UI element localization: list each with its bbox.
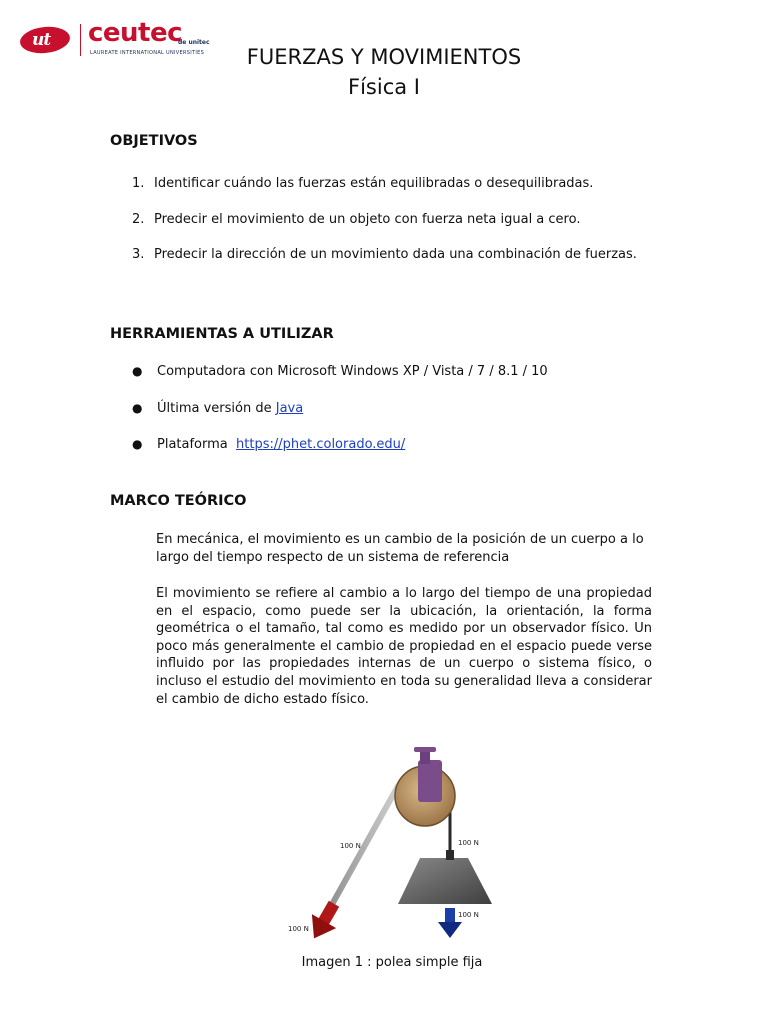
force-label: 100 N [458, 839, 479, 847]
weight-hook [446, 850, 454, 860]
herramienta-item [132, 401, 303, 416]
figure-caption: Imagen 1 : polea simple fija [301, 955, 483, 970]
herramienta-item [132, 364, 548, 379]
force-label: 100 N [458, 911, 479, 919]
logo-brand: ceutec [88, 18, 183, 48]
marco-paragraph-2: El movimiento se refiere al cambio a lo largo del tiempo de una propiedad en el espacio, como puede ser la ubicación, la orientación, la forma geométrica o el tamaño, tal como es medido por un observador físico. Un poco más generalmente el cambio de propiedad en el espacio puede verse influido por las propiedades internas de un cuerpo o sistema físico, o incluso el estudio del movimiento en toda su generalidad lleva a considerar el cambio de dicho estado físico. [156, 586, 652, 707]
document-title: FUERZAS Y MOVIMIENTOS [246, 45, 522, 69]
list-number: 2. [132, 212, 145, 227]
heading-objetivos: OBJETIVOS [110, 133, 198, 149]
bullet-icon: ● [132, 437, 143, 451]
force-label: 100 N [340, 842, 361, 850]
objetivo-item [132, 212, 580, 227]
herramienta-text: Computadora con Microsoft Windows XP / Vista / 7 / 8.1 / 10 [157, 364, 548, 379]
ut-logo-text: ut [32, 30, 51, 50]
objetivo-text: Predecir la dirección de un movimiento dada una combinación de fuerzas. [154, 247, 637, 262]
heading-marco-teorico: MARCO TEÓRICO [110, 493, 247, 509]
pulley-bracket [418, 760, 442, 802]
pulley-mount-top [414, 747, 436, 752]
bullet-icon: ● [132, 401, 143, 415]
force-label: 100 N [288, 925, 309, 933]
phet-link[interactable]: https://phet.colorado.edu/ [236, 437, 406, 452]
logo-sub: de unitec [178, 39, 210, 46]
objetivo-item [132, 247, 637, 262]
herramienta-text: Última versión de [157, 401, 276, 416]
objetivo-item [132, 176, 593, 191]
logo-tagline: LAUREATE INTERNATIONAL UNIVERSITIES [90, 50, 205, 56]
java-link[interactable]: Java [275, 401, 304, 416]
list-number: 3. [132, 247, 145, 262]
pulley-figure [288, 746, 496, 952]
objetivo-text: Predecir el movimiento de un objeto con fuerza neta igual a cero. [154, 212, 581, 227]
objetivo-text: Identificar cuándo las fuerzas están equilibradas o desequilibradas. [154, 176, 594, 191]
marco-paragraph-1: En mecánica, el movimiento es un cambio de la posición de un cuerpo a lo largo del tiempo respecto de un sistema de referencia [156, 532, 644, 565]
heading-herramientas: HERRAMIENTAS A UTILIZAR [110, 326, 334, 342]
herramienta-item [132, 437, 405, 452]
herramienta-text: Plataforma [157, 437, 237, 452]
list-number: 1. [132, 176, 145, 191]
document-subtitle: Física I [348, 75, 420, 99]
bullet-icon: ● [132, 364, 143, 378]
